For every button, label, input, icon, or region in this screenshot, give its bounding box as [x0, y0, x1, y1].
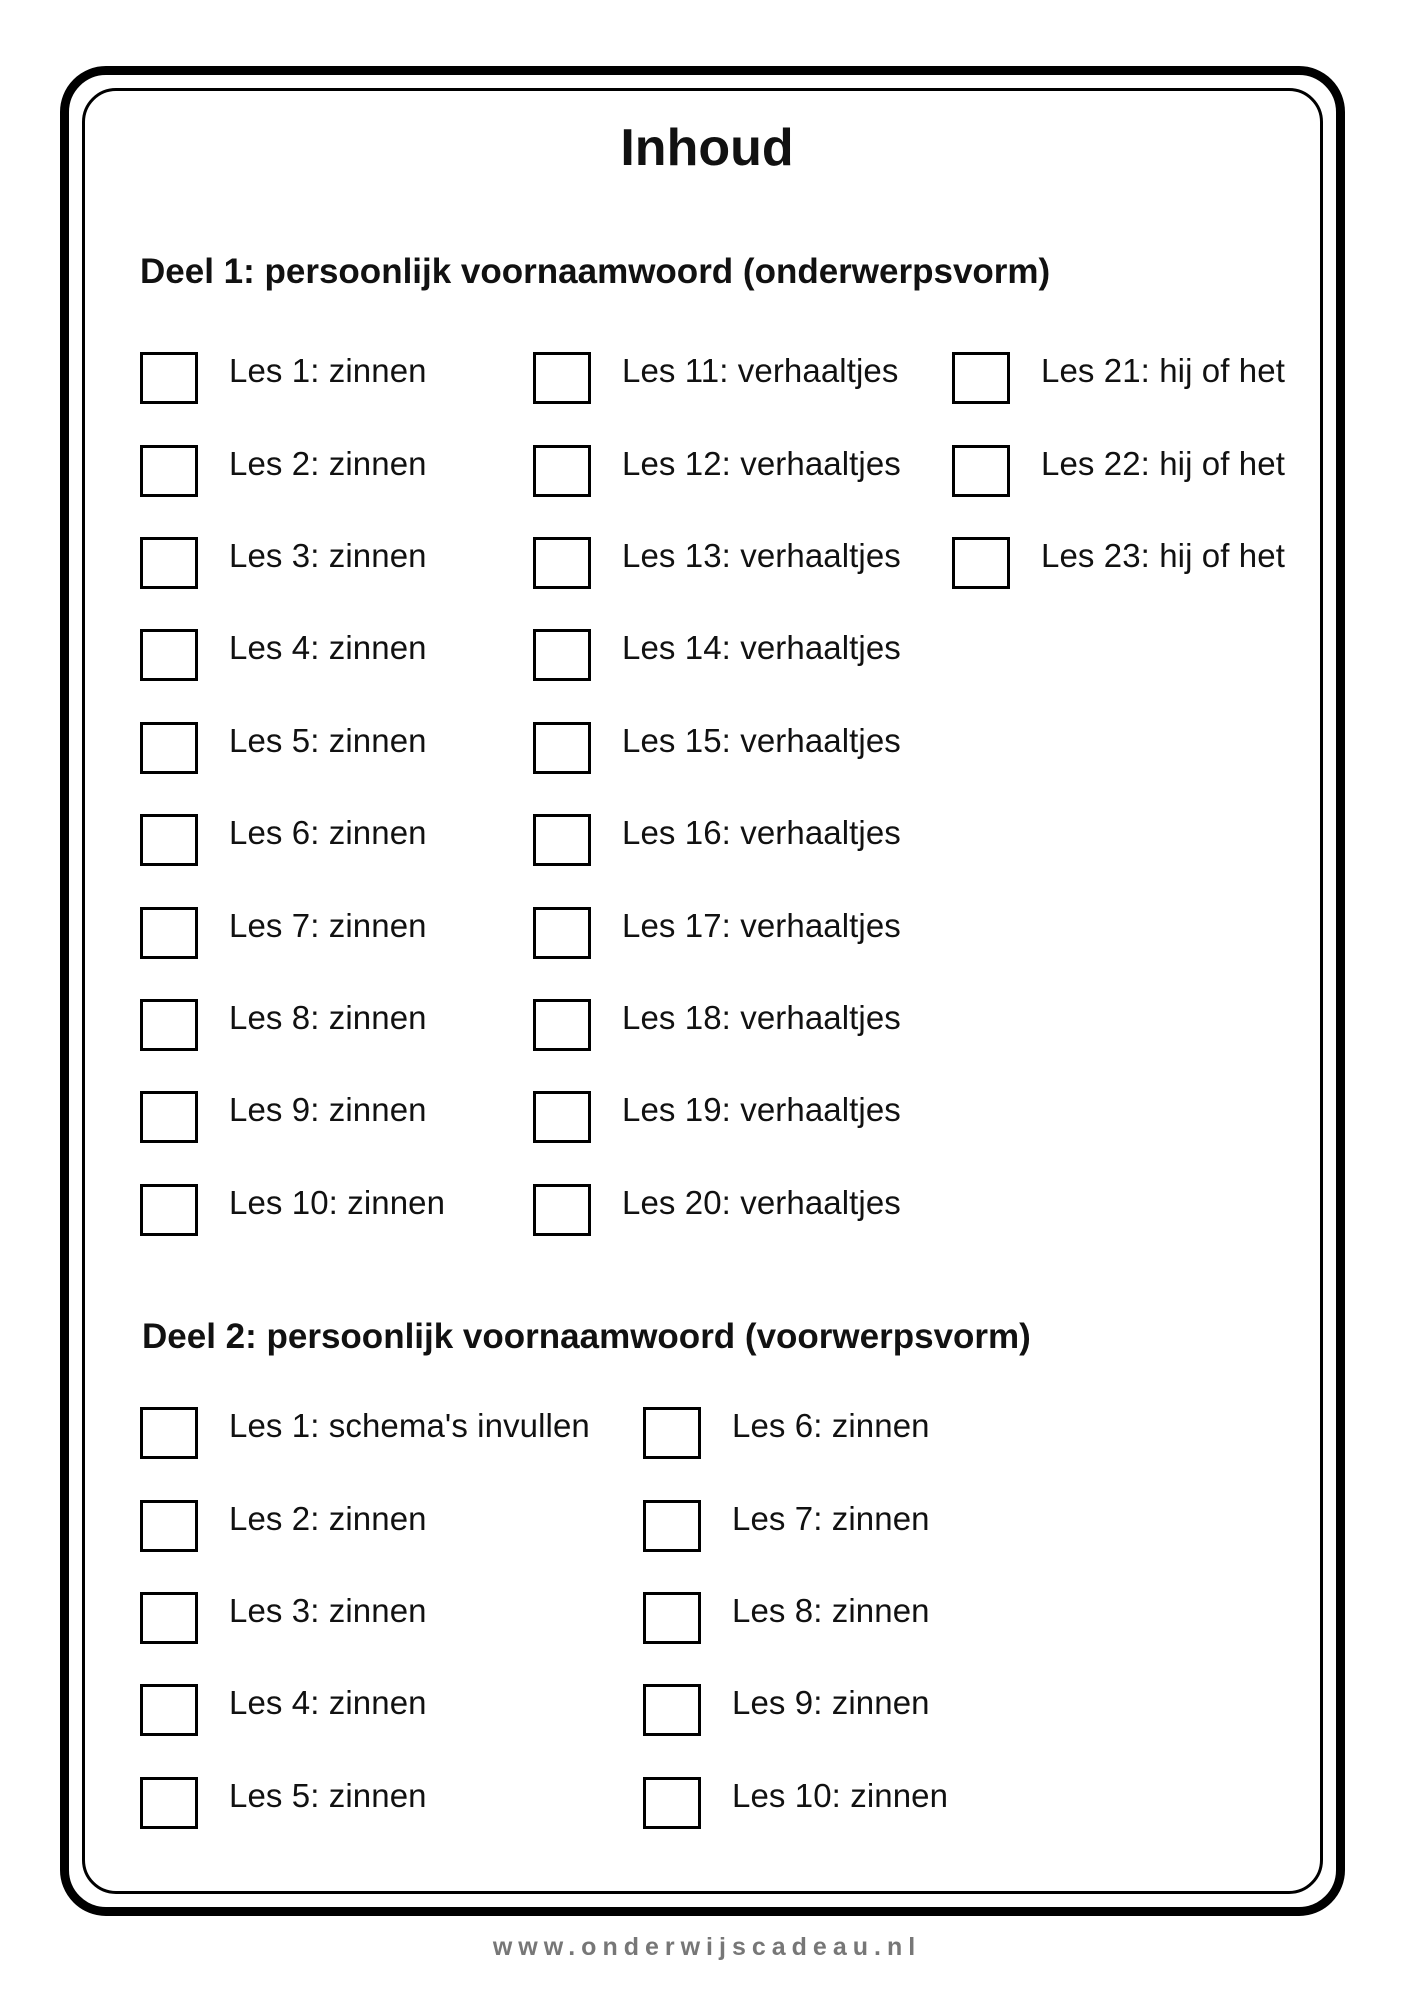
list-item[interactable] — [533, 787, 901, 879]
list-item[interactable] — [140, 417, 445, 509]
lesson-label: Les 2: zinnen — [229, 1499, 427, 1537]
checkbox[interactable] — [140, 1777, 198, 1829]
checkbox[interactable] — [140, 999, 198, 1051]
checkbox[interactable] — [533, 1091, 591, 1143]
list-item[interactable] — [952, 510, 1285, 602]
list-item[interactable] — [140, 602, 445, 694]
checkbox[interactable] — [140, 629, 198, 681]
lesson-label: Les 1: zinnen — [229, 352, 427, 390]
list-item[interactable] — [952, 325, 1285, 417]
checkbox[interactable] — [533, 629, 591, 681]
lesson-label: Les 6: zinnen — [229, 814, 427, 852]
checkbox[interactable] — [140, 445, 198, 497]
lesson-label: Les 3: zinnen — [229, 536, 427, 574]
list-item[interactable] — [140, 510, 445, 602]
checkbox[interactable] — [140, 1592, 198, 1644]
list-item[interactable] — [643, 1750, 948, 1842]
section-1-column-3 — [952, 325, 1285, 602]
lesson-label: Les 2: zinnen — [229, 444, 427, 482]
lesson-label: Les 22: hij of het — [1041, 444, 1285, 482]
lesson-label: Les 7: zinnen — [732, 1499, 930, 1537]
lesson-label: Les 3: zinnen — [229, 1591, 427, 1629]
checkbox[interactable] — [533, 814, 591, 866]
list-item[interactable] — [140, 879, 445, 971]
lesson-label: Les 10: zinnen — [732, 1776, 949, 1814]
list-item[interactable] — [140, 1064, 445, 1156]
lesson-label: Les 8: zinnen — [229, 998, 427, 1036]
lesson-label: Les 5: zinnen — [229, 1776, 427, 1814]
checkbox[interactable] — [140, 537, 198, 589]
section-1-column-2 — [533, 325, 901, 1249]
lesson-label: Les 19: verhaaltjes — [622, 1091, 901, 1129]
checkbox[interactable] — [140, 352, 198, 404]
lesson-label: Les 13: verhaaltjes — [622, 536, 901, 574]
list-item[interactable] — [643, 1657, 948, 1749]
lesson-label: Les 17: verhaaltjes — [622, 906, 901, 944]
section-1-heading: Deel 1: persoonlijk voornaamwoord (onderwerpsvorm) — [140, 252, 1051, 291]
list-item[interactable] — [140, 1380, 590, 1472]
list-item[interactable] — [533, 879, 901, 971]
lesson-label: Les 18: verhaaltjes — [622, 998, 901, 1036]
checkbox[interactable] — [533, 722, 591, 774]
lesson-label: Les 4: zinnen — [229, 1684, 427, 1722]
list-item[interactable] — [140, 1565, 590, 1657]
list-item[interactable] — [643, 1380, 948, 1472]
lesson-label: Les 21: hij of het — [1041, 352, 1285, 390]
checkbox[interactable] — [140, 814, 198, 866]
lesson-label: Les 15: verhaaltjes — [622, 721, 901, 759]
lesson-label: Les 9: zinnen — [732, 1684, 930, 1722]
lesson-label: Les 6: zinnen — [732, 1407, 930, 1445]
checkbox[interactable] — [643, 1777, 701, 1829]
lesson-label: Les 9: zinnen — [229, 1091, 427, 1129]
checkbox[interactable] — [533, 907, 591, 959]
list-item[interactable] — [140, 695, 445, 787]
checkbox[interactable] — [140, 1407, 198, 1459]
list-item[interactable] — [140, 1657, 590, 1749]
list-item[interactable] — [952, 417, 1285, 509]
checkbox[interactable] — [643, 1407, 701, 1459]
list-item[interactable] — [533, 1064, 901, 1156]
list-item[interactable] — [643, 1565, 948, 1657]
checkbox[interactable] — [140, 907, 198, 959]
lesson-label: Les 12: verhaaltjes — [622, 444, 901, 482]
list-item[interactable] — [140, 1472, 590, 1564]
checkbox[interactable] — [140, 722, 198, 774]
list-item[interactable] — [533, 602, 901, 694]
lesson-label: Les 5: zinnen — [229, 721, 427, 759]
lesson-label: Les 23: hij of het — [1041, 536, 1285, 574]
list-item[interactable] — [533, 972, 901, 1064]
page-title: Inhoud — [620, 119, 794, 177]
checkbox[interactable] — [643, 1684, 701, 1736]
checkbox[interactable] — [643, 1592, 701, 1644]
footer-url: www.onderwijscadeau.nl — [492, 1933, 922, 1961]
checkbox[interactable] — [140, 1684, 198, 1736]
checkbox[interactable] — [952, 537, 1010, 589]
checkbox[interactable] — [533, 537, 591, 589]
list-item[interactable] — [140, 325, 445, 417]
lesson-label: Les 1: schema's invullen — [229, 1407, 590, 1445]
lesson-label: Les 10: zinnen — [229, 1183, 446, 1221]
section-2-heading: Deel 2: persoonlijk voornaamwoord (voorwerpsvorm) — [142, 1317, 1031, 1356]
checkbox[interactable] — [140, 1184, 198, 1236]
list-item[interactable] — [533, 417, 901, 509]
checkbox[interactable] — [952, 445, 1010, 497]
checkbox[interactable] — [533, 999, 591, 1051]
section-2-column-2 — [643, 1380, 948, 1842]
lesson-label: Les 14: verhaaltjes — [622, 629, 901, 667]
lesson-label: Les 7: zinnen — [229, 906, 427, 944]
lesson-label: Les 11: verhaaltjes — [622, 352, 899, 390]
list-item[interactable] — [533, 695, 901, 787]
checkbox[interactable] — [533, 445, 591, 497]
checkbox[interactable] — [643, 1500, 701, 1552]
list-item[interactable] — [533, 1157, 901, 1249]
checkbox[interactable] — [952, 352, 1010, 404]
checkbox[interactable] — [533, 1184, 591, 1236]
list-item[interactable] — [140, 1750, 590, 1842]
checkbox[interactable] — [140, 1500, 198, 1552]
lesson-label: Les 4: zinnen — [229, 629, 427, 667]
list-item[interactable] — [643, 1472, 948, 1564]
section-1-column-1 — [140, 325, 445, 1249]
checkbox[interactable] — [140, 1091, 198, 1143]
checkbox[interactable] — [533, 352, 591, 404]
list-item[interactable] — [140, 1157, 445, 1249]
lesson-label: Les 16: verhaaltjes — [622, 814, 901, 852]
list-item[interactable] — [140, 787, 445, 879]
lesson-label: Les 8: zinnen — [732, 1591, 930, 1629]
list-item[interactable] — [140, 972, 445, 1064]
section-2-column-1 — [140, 1380, 590, 1842]
lesson-label: Les 20: verhaaltjes — [622, 1183, 901, 1221]
list-item[interactable] — [533, 325, 901, 417]
list-item[interactable] — [533, 510, 901, 602]
